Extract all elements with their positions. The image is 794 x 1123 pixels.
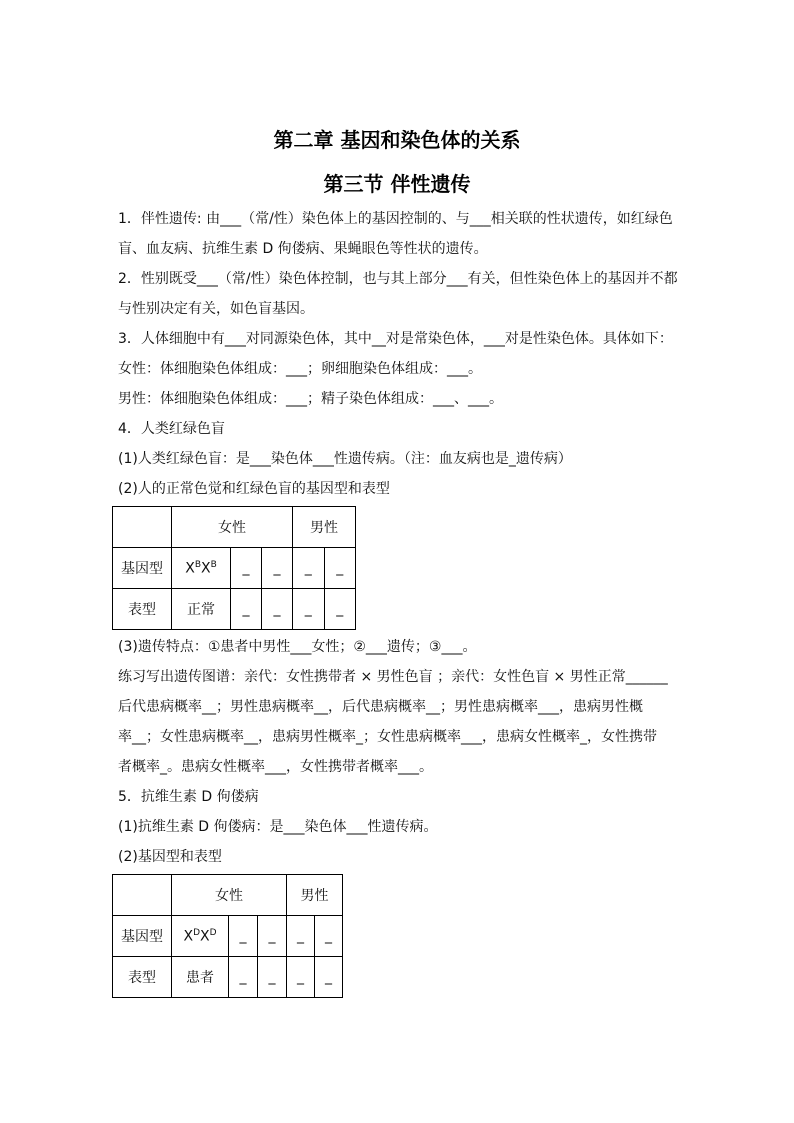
text-line: (2)人的正常色觉和红绿色盲的基因型和表型 <box>118 481 390 497</box>
blank-cell: _ <box>287 957 315 998</box>
text-line: (1)人类红绿色盲：是___染色体___性遗传病。（注：血友病也是_遗传病） <box>118 451 572 467</box>
genotype-x: X <box>201 560 211 577</box>
colorblind-genotype-table <box>112 506 356 630</box>
text-line: 盲、血友病、抗维生素 D 佝偻病、果蝇眼色等性状的遗传。 <box>118 241 488 257</box>
header-male: 男性 <box>287 875 343 916</box>
header-female: 女性 <box>172 507 293 548</box>
blank-cell: _ <box>293 548 325 589</box>
document-body <box>118 204 678 1000</box>
allele-superscript: D <box>209 927 217 938</box>
blank-cell: _ <box>324 548 356 589</box>
blank-cell: _ <box>231 548 262 589</box>
text-line: 练习写出遗传图谱：亲代：女性携带者 × 男性色盲 ；亲代：女性色盲 × 男性正常______ <box>118 669 668 685</box>
blank-cell: _ <box>287 916 315 957</box>
text-line: 2．性别既受___（常/性）染色体控制，也与其上部分___有关，但性染色体上的基因并不都 <box>118 271 678 287</box>
genotype-x: X <box>185 560 195 577</box>
header-male: 男性 <box>293 507 356 548</box>
rickets-genotype-table <box>112 874 343 998</box>
row-label-phenotype: 表型 <box>113 957 172 998</box>
text-line: 4．人类红绿色盲 <box>118 421 225 437</box>
allele-superscript: B <box>194 559 201 570</box>
blank-cell: _ <box>258 957 287 998</box>
table-corner-cell <box>113 875 172 916</box>
chapter-title: 第二章 基因和染色体的关系 <box>273 128 521 152</box>
text-line: 3．人体细胞中有___对同源染色体，其中__对是常染色体，___对是性染色体。具体如下： <box>118 331 673 347</box>
blank-cell: _ <box>324 589 356 630</box>
text-line: 率__；女性患病概率__，患病男性概率_；女性患病概率___，患病女性概率_，女性携带 <box>118 729 657 745</box>
section-title: 第三节 伴性遗传 <box>323 172 471 196</box>
genotype-x: X <box>183 928 194 945</box>
genotype-cell <box>172 916 229 957</box>
blank-cell: _ <box>315 957 343 998</box>
blank-cell: _ <box>229 957 258 998</box>
blank-cell: _ <box>258 916 287 957</box>
allele-superscript: D <box>193 927 200 938</box>
phenotype-cell: 患者 <box>172 957 229 998</box>
text-line: (2)基因型和表型 <box>118 849 222 865</box>
blank-cell: _ <box>262 589 293 630</box>
genotype-cell <box>172 548 231 589</box>
allele-superscript: B <box>210 559 217 570</box>
text-line: 与性别决定有关，如色盲基因。 <box>118 301 314 317</box>
text-line: 后代患病概率__；男性患病概率__，后代患病概率__；男性患病概率___，患病男性概 <box>118 699 643 715</box>
phenotype-cell: 正常 <box>172 589 231 630</box>
row-label-genotype: 基因型 <box>113 916 172 957</box>
blank-cell: _ <box>231 589 262 630</box>
text-line: 男性：体细胞染色体组成：___；精子染色体组成：___、___。 <box>118 391 503 407</box>
blank-cell: _ <box>293 589 325 630</box>
blank-cell: _ <box>315 916 343 957</box>
row-label-genotype: 基因型 <box>113 548 172 589</box>
text-line: 5．抗维生素 D 佝偻病 <box>118 789 259 805</box>
text-line: 1．伴性遗传: 由___（常/性）染色体上的基因控制的、与___相关联的性状遗传，如红绿色 <box>118 211 673 227</box>
genotype-x: X <box>200 928 210 945</box>
header-female: 女性 <box>172 875 287 916</box>
row-label-phenotype: 表型 <box>113 589 172 630</box>
text-line: (1)抗维生素 D 佝偻病：是___染色体___性遗传病。 <box>118 819 438 835</box>
text-line: (3)遗传特点：①患者中男性___女性；②___遗传；③___。 <box>118 639 477 655</box>
table-corner-cell <box>113 507 172 548</box>
blank-cell: _ <box>229 916 258 957</box>
text-line: 女性：体细胞染色体组成：___；卵细胞染色体组成：___。 <box>118 361 482 377</box>
blank-cell: _ <box>262 548 293 589</box>
text-line: 者概率_。患病女性概率___，女性携带者概率___。 <box>118 759 433 775</box>
